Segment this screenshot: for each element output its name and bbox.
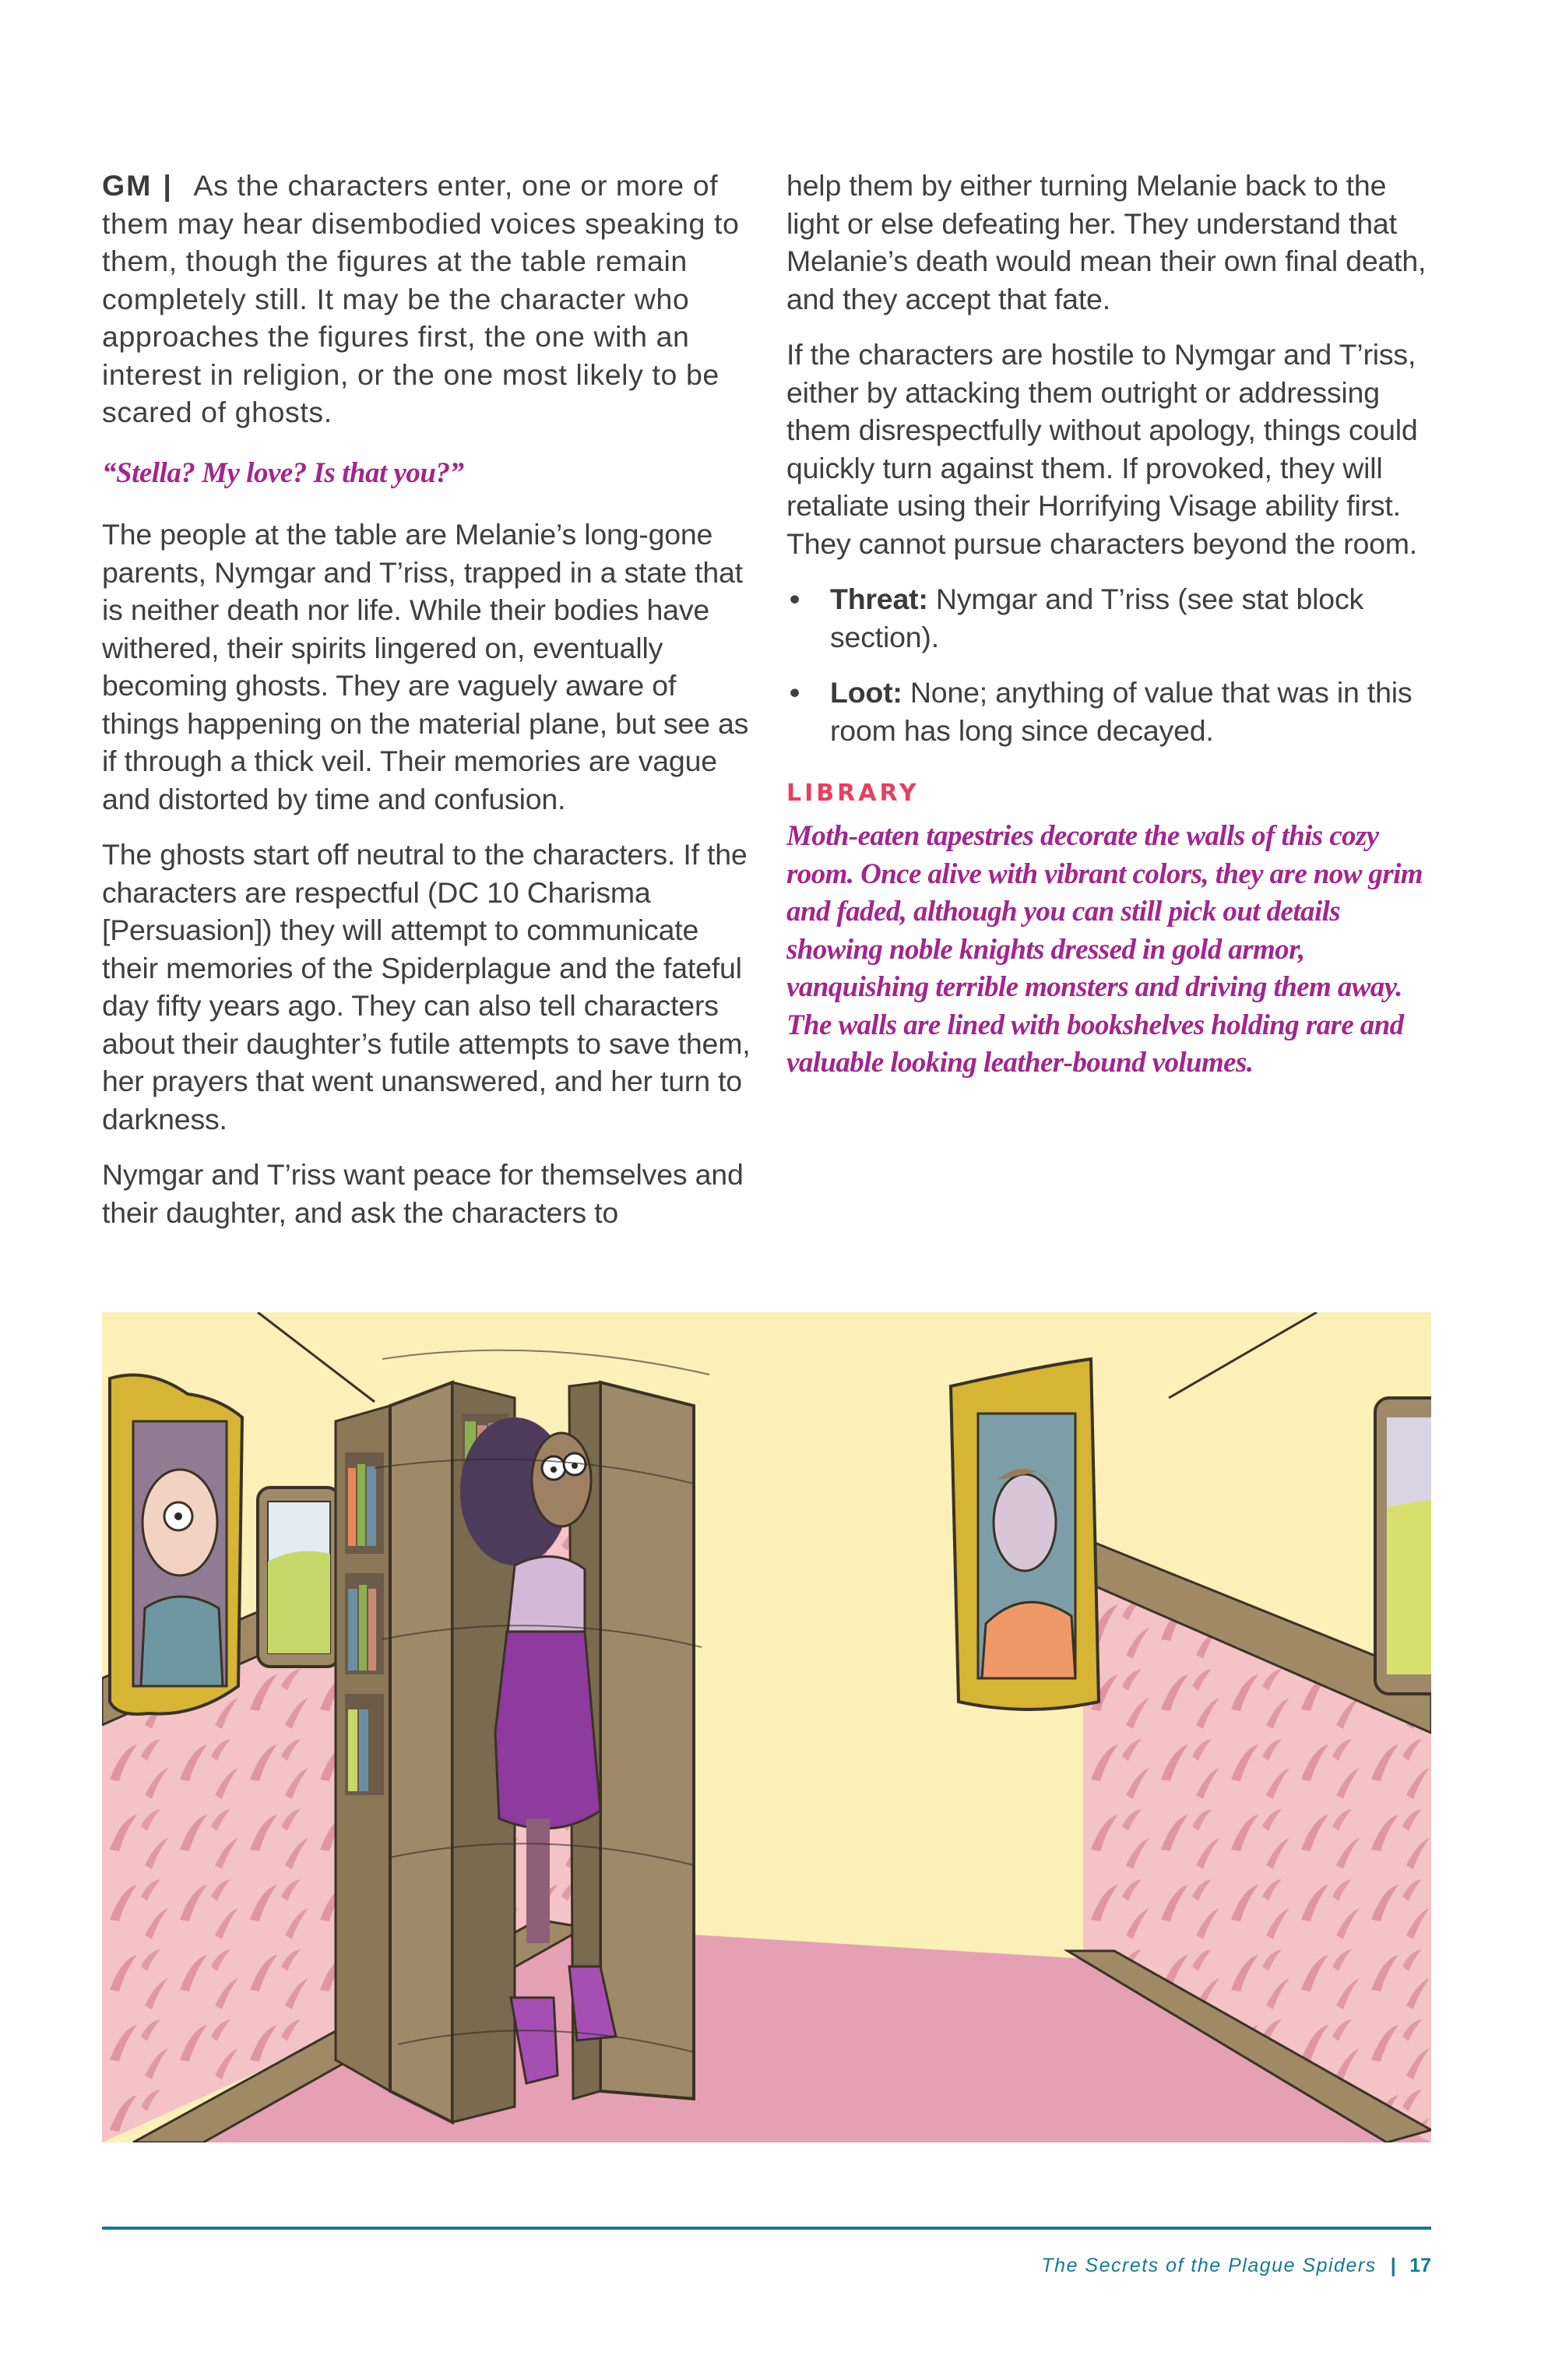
- read-aloud-library: Moth-eaten tapestries decorate the walls of this cozy room. Once alive with vibrant colors, they are now grim and faded, although you can still pick out details showing noble knights dressed in gold armor, vanquishing terrible monsters and driving them away. The walls are lined with bookshelves holding rare and valuable looking leather-bound volumes.: [786, 820, 1423, 1079]
- loot-label: Loot:: [830, 676, 902, 709]
- footer-rule: [102, 2227, 1431, 2230]
- paragraph-want-peace: Nymgar and T’riss want peace for themselves and their daughter, and ask the characters to: [102, 1158, 744, 1229]
- page-number: 17: [1409, 2255, 1431, 2276]
- paragraph-help-them: help them by either turning Melanie back to the light or else defeating her. They understand that Melanie’s death would mean their own final death, and they accept that fate.: [786, 169, 1427, 315]
- painting-partial-right: [1375, 1398, 1431, 1694]
- paragraph-ghosts-neutral: The ghosts start off neutral to the characters. If the characters are respectful (DC 10 Charisma [Persuasion]) they will attempt to communicate their memories of the Spiderplague and the fateful day fifty years ago. They can also tell characters about their daughter’s futile attempts to save them, her prayers that went unanswered, and her turn to darkness.: [102, 838, 751, 1135]
- gm-label: GM: [102, 169, 153, 202]
- page-footer: [1041, 2255, 1431, 2277]
- book-title: The Secrets of the Plague Spiders: [1041, 2255, 1377, 2276]
- portrait-old-man: [110, 1375, 242, 1715]
- ghost-quote: “Stella? My love? Is that you?”: [102, 456, 464, 489]
- painting-landscape: [258, 1488, 340, 1667]
- list-item-loot: [786, 674, 1441, 749]
- paragraph-hostile: If the characters are hostile to Nymgar and T’riss, either by attacking them outright or addressing them disrespectfully without apology, things could quickly turn against them. If provoked, they will retaliate using their Horrifying Visage ability first. They cannot pursue characters beyond the room.: [786, 338, 1418, 560]
- threat-label: Threat:: [830, 583, 928, 615]
- list-item-threat: [786, 580, 1441, 656]
- gm-separator: |: [163, 169, 172, 202]
- portrait-young-man: [951, 1359, 1099, 1709]
- loot-text: None; anything of value that was in this room has long since decayed.: [830, 676, 1413, 747]
- gm-intro-text: As the characters enter, one or more of them may hear disembodied voices speaking to them, though the figures at the table remain completely still. It may be the character who approaches the figures first, the one with an interest in religion, or the one most likely to be scared of ghosts.: [102, 169, 740, 428]
- bullet-icon: •: [790, 583, 800, 615]
- bullet-icon: •: [790, 676, 800, 709]
- gm-paragraph: [102, 167, 758, 431]
- footer-separator: |: [1390, 2255, 1398, 2276]
- paragraph-ghost-parents: The people at the table are Melanie’s long-gone parents, Nymgar and T’riss, trapped in a state that is neither death nor life. While their bodies have withered, their spirits lingered on, eventually becoming ghosts. They are vaguely aware of things happening on the material plane, but see as if through a thick veil. Their memories are vague and distorted by time and confusion.: [102, 518, 749, 815]
- threat-text: Nymgar and T’riss (see stat block section).: [830, 583, 1364, 653]
- section-heading-library: LIBRARY: [786, 780, 920, 807]
- left-column: [102, 167, 758, 1249]
- library-scene-art: [102, 1312, 1431, 2142]
- library-illustration: [102, 1312, 1431, 2142]
- right-column: [786, 167, 1441, 1100]
- encounter-summary-list: [786, 580, 1441, 749]
